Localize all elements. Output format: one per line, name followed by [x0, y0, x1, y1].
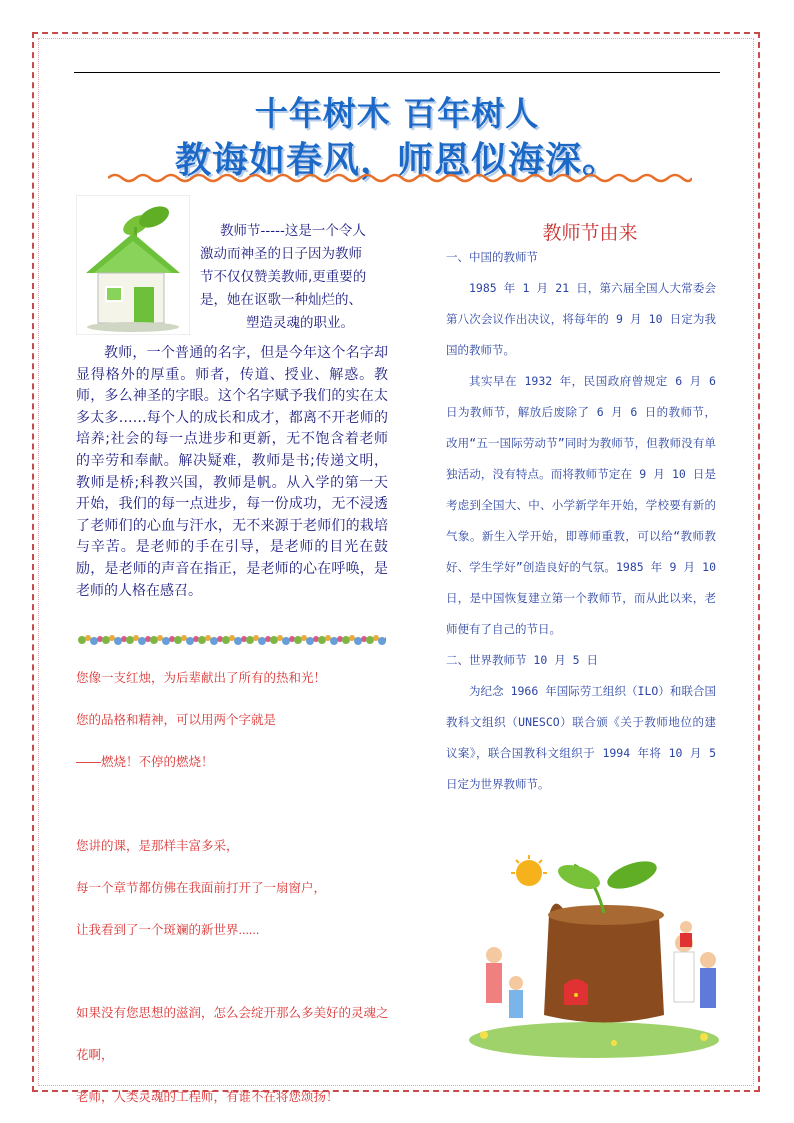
origin-heading: 一、中国的教师节	[446, 250, 538, 264]
poem-line: 您像一支红烛，为后辈献出了所有的热和光！	[76, 671, 327, 685]
intro-line: 节不仅仅赞美教师,更重要的	[200, 269, 367, 285]
poem-line: 您的品格和精神，可以用两个字就是	[76, 713, 277, 727]
intro-paragraph	[200, 220, 400, 335]
body-paragraph	[76, 343, 388, 602]
wave-divider	[108, 172, 692, 184]
origin-paragraph: 1985 年 1 月 21 日，第六届全国人大常委会第八次会议作出决议，将每年的 9 月 10 日定为我国的教师节。	[446, 281, 716, 357]
origin-heading: 二、世界教师节 10 月 5 日	[446, 653, 598, 667]
intro-line: 塑造灵魂的职业。	[246, 315, 354, 331]
poem-line: 花啊，	[76, 1048, 114, 1062]
poem-line: 老师，人类灵魂的工程师，有谁不在将您颂扬！	[76, 1090, 339, 1104]
origin-paragraph: 其实早在 1932 年，民国政府曾规定 6 月 6 日为教师节，解放后废除了 6 月 6 日的教师节，改用“五一国际劳动节”同时为教师节，但教师没有单独活动，没有特点。而将教师节定在 9 月 10 日是考虑到全国大、中、小学新学年开始，学校要有新的气象。新生入学开始，即尊师重教，可以给“教师教好、学生学好”创造良好的气氛。1985 年 9 月 10 日，是中国恢复建立第一个教师节，而从此以来，老师便有了自己的节日。	[446, 374, 716, 636]
intro-line: 是，她在讴歌一种灿烂的、	[200, 292, 362, 308]
poem-line: 您讲的课，是那样丰富多采，	[76, 839, 239, 853]
intro-line: 教师节-----这是一个令人	[220, 223, 366, 239]
poem-line: 如果没有您思想的滋润，怎么会绽开那么多美好的灵魂之	[76, 1006, 389, 1020]
green-house-illustration	[76, 195, 190, 335]
poem-line: 让我看到了一个斑斓的新世界......	[76, 923, 260, 937]
poem-line: 每一个章节都仿佛在我面前打开了一扇窗户，	[76, 881, 327, 895]
origin-paragraph: 为纪念 1966 年国际劳工组织（ILO）和联合国教科文组织（UNESCO）联合颁《关于教师地位的建议案》，联合国教科文组织于 1994 年将 10 月 5 日定为世界教师节。	[446, 684, 716, 791]
family-illustration	[464, 855, 726, 1060]
body-text: 教师，一个普通的名字，但是今年这个名字却显得格外的厚重。师者，传道、授业、解惑。教师，多么神圣的字眼。这个名字赋予我们的实在太多太多……每个人的成长和成才，都离不开老师的培养;社会的每一点进步和更新，无不饱含着老师的辛劳和奉献。解决疑难，教师是书;传递文明，教师是桥;科教兴国，教师是帆。从入学的第一天开始，我们的每一点进步，每一份成功，无不浸透了老师们的心血与汗水，无不来源于老师们的栽培与辛苦。是老师的手在引导，是老师的目光在鼓励，是老师的声音在指正，是老师的心在呼唤，是老师的人格在感召。	[76, 345, 388, 599]
poem-line: ——燃烧！不停的燃烧！	[76, 755, 214, 769]
origin-title: 教师节由来	[542, 222, 638, 244]
origin-text	[446, 242, 716, 880]
title-line-1: 十年树木 百年树人	[254, 94, 540, 133]
flower-border-divider	[76, 632, 386, 648]
intro-line: 激动而神圣的日子因为教师	[200, 246, 362, 262]
header-rule	[74, 72, 720, 73]
title-line-2: 教诲如春风，师恩似海深。	[174, 140, 619, 181]
